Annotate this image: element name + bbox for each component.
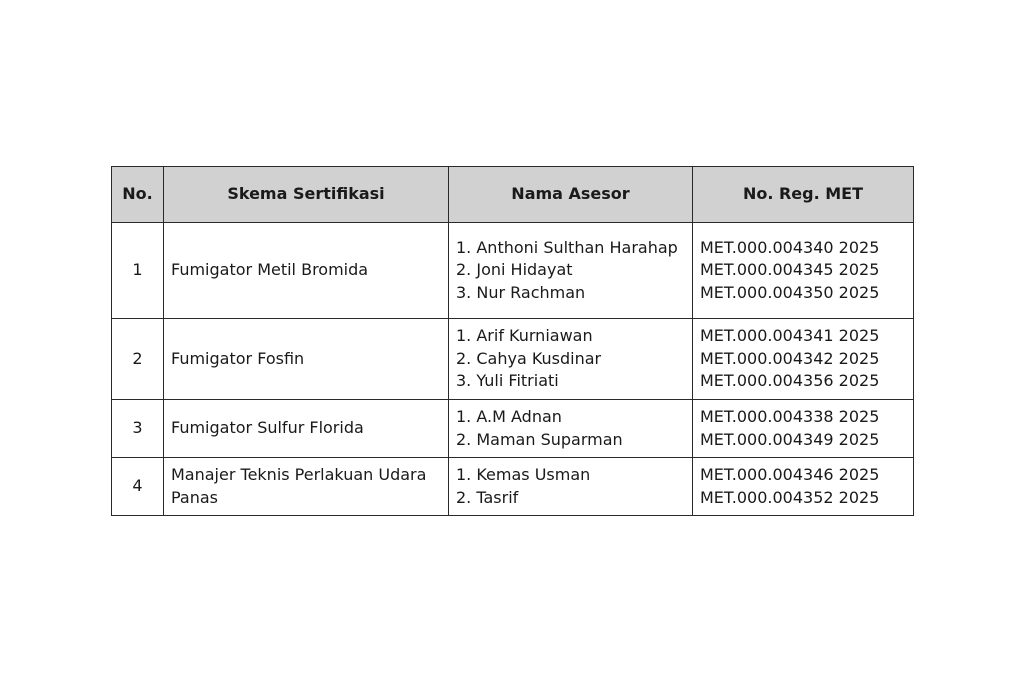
- row-number: 2: [112, 319, 164, 400]
- asesor-name: 2. Tasrif: [456, 487, 519, 507]
- table-body: [112, 223, 914, 516]
- asesor-name: 3. Nur Rachman: [456, 282, 586, 302]
- asesor-name: 1. Arif Kurniawan: [456, 326, 593, 346]
- asesor-name: 3. Yuli Fitriati: [456, 371, 559, 391]
- reg-number: MET.000.004346 2025: [700, 465, 880, 484]
- asesor-cell: [449, 458, 693, 516]
- reg-number: MET.000.004340 2025: [700, 237, 880, 257]
- reg-number: MET.000.004349 2025: [700, 429, 880, 449]
- header-skema: Skema Sertifikasi: [164, 167, 449, 223]
- reg-number: MET.000.004345 2025: [700, 260, 880, 280]
- reg-number: MET.000.004338 2025: [700, 407, 880, 426]
- header-asesor: Nama Asesor: [449, 167, 693, 223]
- reg-cell: [693, 319, 914, 400]
- row-number: 4: [112, 458, 164, 516]
- reg-number: MET.000.004342 2025: [700, 348, 880, 368]
- asesor-name: 2. Joni Hidayat: [456, 260, 573, 280]
- table-row: [112, 458, 914, 516]
- reg-number: MET.000.004356 2025: [700, 371, 880, 391]
- asesor-name: 2. Cahya Kusdinar: [456, 348, 602, 368]
- reg-number: MET.000.004352 2025: [700, 487, 880, 507]
- header-no: No.: [112, 167, 164, 223]
- reg-cell: [693, 223, 914, 319]
- reg-number: MET.000.004341 2025: [700, 326, 880, 346]
- skema-cell: Fumigator Metil Bromida: [164, 223, 449, 319]
- table-row: [112, 319, 914, 400]
- asesor-name: 2. Maman Suparman: [456, 429, 623, 449]
- asesor-name: 1. A.M Adnan: [456, 407, 562, 426]
- header-row: [112, 167, 914, 223]
- table-row: [112, 400, 914, 458]
- row-number: 1: [112, 223, 164, 319]
- asesor-cell: [449, 319, 693, 400]
- asesor-name: 1. Anthoni Sulthan Harahap: [456, 237, 678, 257]
- table-row: [112, 223, 914, 319]
- skema-cell: Manajer Teknis Perlakuan Udara Panas: [164, 458, 449, 516]
- asesor-name: 1. Kemas Usman: [456, 465, 591, 484]
- header-reg: No. Reg. MET: [693, 167, 914, 223]
- skema-cell: Fumigator Fosfin: [164, 319, 449, 400]
- asesor-cell: [449, 400, 693, 458]
- asesor-cell: [449, 223, 693, 319]
- reg-number: MET.000.004350 2025: [700, 282, 880, 302]
- reg-cell: [693, 458, 914, 516]
- table-header: [112, 167, 914, 223]
- certification-table: [111, 166, 914, 516]
- skema-cell: Fumigator Sulfur Florida: [164, 400, 449, 458]
- row-number: 3: [112, 400, 164, 458]
- reg-cell: [693, 400, 914, 458]
